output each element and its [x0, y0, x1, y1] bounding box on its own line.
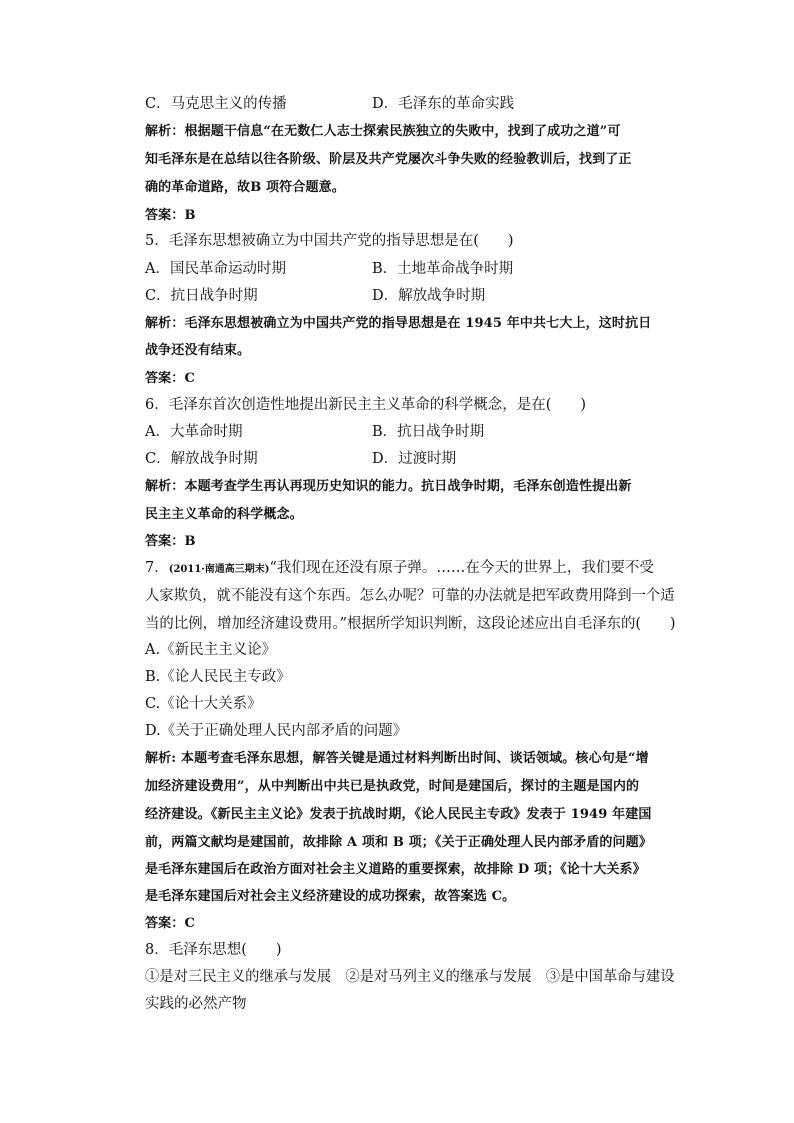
- q4-analysis-line-1: 解析：根据题干信息“在无数仁人志士探索民族独立的失败中，找到了成功之道”可: [145, 124, 621, 139]
- q6-option-b: B．抗日战争时期: [372, 424, 485, 440]
- q7-stem-line-3: 当的比例，增加经济建设费用。”根据所学知识判断，这段论述应出自毛泽东的( ): [145, 616, 676, 632]
- q5-stem: 5．毛泽东思想被确立为中国共产党的指导思想是在( ): [145, 233, 514, 249]
- q6-option-c: C．解放战争时期: [145, 451, 258, 467]
- q6-option-a: A．大革命时期: [145, 424, 243, 440]
- q7-analysis-line-6: 是毛泽东建国后对社会主义经济建设的成功探索，故答案选 C。: [145, 889, 516, 904]
- q7-option-a: A.《新民主主义论》: [145, 642, 277, 658]
- q4-answer: 答案：B: [145, 208, 196, 223]
- q6-analysis-line-1: 解析：本题考查学生再认再现历史知识的能力。抗日战争时期，毛泽东创造性提出新: [145, 479, 632, 494]
- q7-stem-line-2: 人家欺负，就不能没有这个东西。怎么办呢？可靠的办法就是把军政费用降到一个适: [145, 588, 675, 604]
- q7-source: (2011·南通高三期末): [168, 564, 270, 575]
- q7-analysis-line-5: 是毛泽东建国后在政治方面对社会主义道路的重要探索，故排除 D 项；《论十大关系》: [145, 862, 646, 877]
- q7-analysis-line-2: 加经济建设费用”，从中判断出中共已是执政党，时间是建国后，探讨的主题是国内的: [145, 779, 640, 794]
- q7-option-c: C.《论十大关系》: [145, 696, 262, 712]
- q6-analysis-line-2: 民主主义革命的科学概念。: [145, 507, 303, 522]
- q7-stem-first: “我们现在还没有原子弹。……在今天的世界上，我们要不受: [269, 560, 654, 576]
- q8-items-line-2: 实践的必然产物: [145, 996, 247, 1012]
- q5-option-b: B．土地革命战争时期: [372, 261, 514, 277]
- q8-stem: 8．毛泽东思想( ): [145, 942, 282, 958]
- q6-option-d: D．过渡时期: [372, 451, 457, 467]
- q7-stem-line-1: [145, 561, 654, 576]
- q7-analysis-line-3: 经济建设。《新民主主义论》发表于抗战时期，《论人民民主专政》发表于 1949 年建国: [145, 807, 652, 822]
- q5-option-a: A．国民革命运动时期: [145, 261, 286, 277]
- q6-answer: 答案：B: [145, 534, 196, 549]
- q7-option-b: B.《论人民民主专政》: [145, 669, 291, 685]
- q4-analysis-line-3: 确的革命道路，故B 项符合题意。: [145, 180, 345, 195]
- q5-option-d: D．解放战争时期: [372, 288, 486, 304]
- q4-option-d: D．毛泽东的革命实践: [372, 96, 515, 112]
- q4-analysis-line-2: 知毛泽东是在总结以往各阶级、阶层及共产党屡次斗争失败的经验教训后，找到了正: [145, 152, 632, 167]
- q7-number: 7．: [145, 560, 169, 576]
- q5-answer: 答案：C: [145, 371, 195, 386]
- q7-analysis-line-1: 解析: 本题考查毛泽东思想，解答关键是通过材料判断出时间、谈话领域。核心句是“增: [145, 751, 649, 766]
- q5-analysis-line-2: 战争还没有结束。: [145, 343, 251, 358]
- q7-answer: 答案：C: [145, 916, 195, 931]
- q5-option-c: C．抗日战争时期: [145, 288, 258, 304]
- q6-stem: 6．毛泽东首次创造性地提出新民主主义革命的科学概念，是在( ): [145, 397, 587, 413]
- q7-option-d: D.《关于正确处理人民内部矛盾的问题》: [145, 723, 408, 739]
- q5-analysis-line-1: 解析：毛泽东思想被确立为中国共产党的指导思想是在 1945 年中共七大上，这时抗日: [145, 316, 652, 331]
- q8-items-line-1: ①是对三民主义的继承与发展 ②是对马列主义的继承与发展 ③是中国革命与建设: [145, 969, 675, 985]
- q4-option-c: C．马克思主义的传播: [145, 96, 287, 112]
- q7-analysis-line-4: 前，两篇文献均是建国前，故排除 A 项和 B 项；《关于正确处理人民内部矛盾的问题》: [145, 835, 652, 850]
